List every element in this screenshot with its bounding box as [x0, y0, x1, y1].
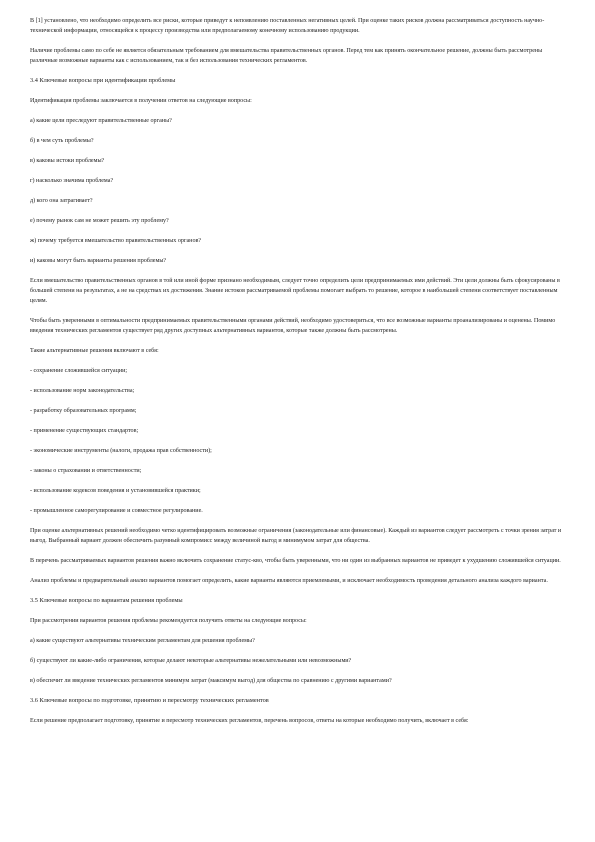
paragraph: Если вмешательство правительственных органов в той или иной форме признано необходимым, следует точно определить цели предпринимаемых ими действий. Эти цели должны быть сфокусированы в большей степени на результатах, а не на средствах их достижения. Знание истоков рассматриваемой проблемы помогает выбрать то решение, которое в наибольшей степени соответствует поставленным целям. [30, 278, 560, 304]
paragraph: Если решение предполагает подготовку, принятие и пересмотр технических регламентов, перечень вопросов, ответы на которые необходимо получить, включает в себя: [30, 718, 469, 724]
list-item: г) насколько значима проблема? [30, 178, 114, 184]
list-item: б) в чем суть проблемы? [30, 138, 94, 144]
list-item: - разработку образовательных программ; [30, 408, 137, 414]
paragraph: Анализ проблемы и предварительный анализ вариантов помогает определить, какие варианты являются приемлемыми, и исключает необходимость проведения детального анализа каждого варианта. [30, 578, 548, 584]
section-heading: 3.4 Ключевые вопросы при идентификации проблемы [30, 77, 176, 84]
list-item: б) существуют ли какие-либо ограничения, которые делают некоторые альтернативы нежелательными или невозможными? [30, 658, 352, 664]
list-item: а) какие существуют альтернативы техническим регламентам для решения проблемы? [30, 638, 255, 644]
list-item: - использование норм законодательства; [30, 388, 135, 394]
paragraph: Наличие проблемы само по себе не является обязательным требованием для вмешательства правительственных органов. Перед тем как принять окончательное решение, должны быть рассмотрены различные возможные варианты как с использованием, так и без использования технических регламентов. [30, 48, 543, 64]
list-item: е) почему рынок сам не может решить эту проблему? [30, 218, 169, 224]
section-heading: 3.6 Ключевые вопросы по подготовке, принятию и пересмотру технических регламентов [30, 697, 269, 704]
list-item: - законы о страховании и ответственности; [30, 468, 142, 474]
paragraph: Такие альтернативные решения включают в себя: [30, 348, 159, 354]
paragraph: При рассмотрении вариантов решения проблемы рекомендуется получить ответы на следующие вопросы: [30, 618, 307, 624]
paragraph: Идентификация проблемы заключается в получении ответов на следующие вопросы: [30, 98, 252, 104]
list-item: - экономические инструменты (налоги, продажа прав собственности); [30, 448, 212, 454]
document-body [30, 16, 565, 726]
list-item: ж) почему требуется вмешательство правительственных органов? [30, 238, 202, 244]
section-heading: 3.5 Ключевые вопросы по вариантам решения проблемы [30, 597, 183, 604]
list-item: - сохранение сложившейся ситуации; [30, 368, 128, 374]
list-item: - использование кодексов поведения и установившейся практики; [30, 488, 201, 494]
paragraph: При оценке альтернативных решений необходимо четко идентифицировать возможные ограничения (законодательные или финансовые). Каждый из вариантов следует рассмотреть с точки зрения затрат и выгод. Выбранный вариант должен обеспечить разумный компромисс между величиной выгод и минимумом затрат для общества. [30, 528, 562, 544]
list-item: - промышленное саморегулирование и совместное регулирование. [30, 508, 203, 514]
list-item: в) каковы истоки проблемы? [30, 158, 105, 164]
list-item: и) каковы могут быть варианты решения проблемы? [30, 258, 167, 264]
list-item: - применение существующих стандартов; [30, 428, 139, 434]
paragraph: В [1] установлено, что необходимо определить все риски, которые приведут к непоявлению поставленных негативных целей. При оценке таких рисков должна рассматриваться доступность научно-технической информации, относящейся к процессу производства или предполагаемому конечному использованию продукции. [30, 18, 545, 34]
list-item: а) какие цели преследуют правительственные органы? [30, 118, 172, 124]
list-item: в) обеспечит ли введение технических регламентов минимум затрат (максимум выгод) для общества по сравнению с другими вариантами? [30, 678, 392, 684]
paragraph: Чтобы быть уверенными в оптимальности предпринимаемых правительственными органами действий, необходимо удостовериться, что все возможные варианты проанализированы и оценены. Помимо введения технических регламентов существует ряд других доступных альтернативных вариантов, которые также должны быть рассмотрены. [30, 318, 556, 334]
paragraph: В перечень рассматриваемых вариантов решения важно включить сохранение статус-кво, чтобы быть уверенными, что ни один из выбранных вариантов не приведет к ухудшению сложившейся ситуации. [30, 558, 561, 564]
list-item: д) кого она затрагивает? [30, 198, 93, 204]
